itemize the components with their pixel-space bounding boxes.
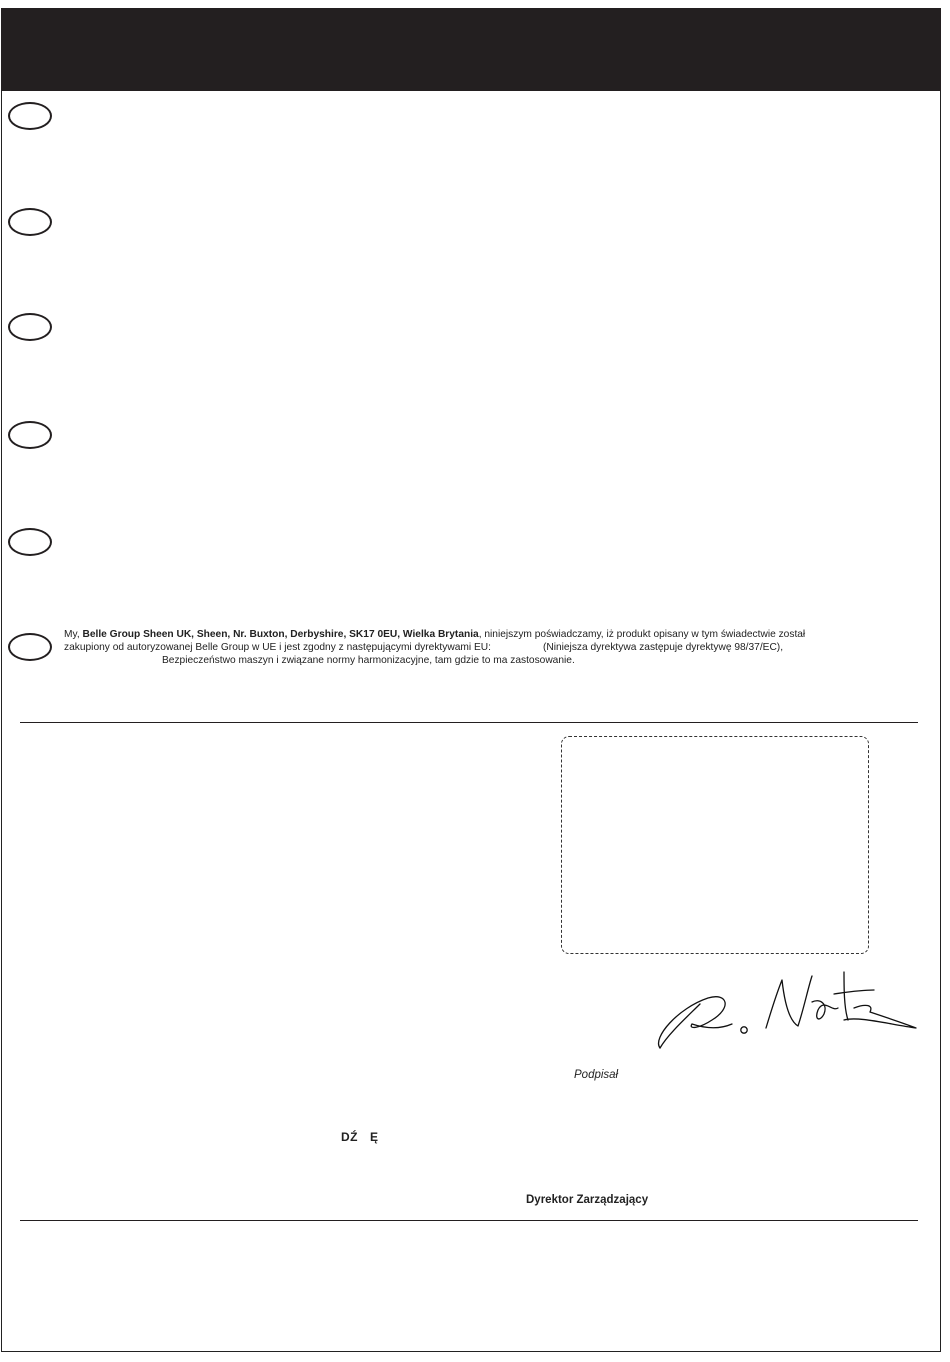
stamp-box <box>561 736 869 954</box>
artifact-chars-2: Ę <box>370 1130 379 1144</box>
encoding-artifact-text <box>341 1130 379 1144</box>
artifact-chars-1: DŹ <box>341 1130 358 1144</box>
divider-bottom <box>20 1220 918 1221</box>
signed-by-label: Podpisał <box>574 1069 619 1081</box>
declaration-line3: Bezpieczeństwo maszyn i związane normy harmonizacyjne, tam gdzie to ma zastosowanie. <box>162 655 575 666</box>
declaration-we: My, <box>64 629 80 640</box>
declaration-line1-rest: , niniejszym poświadczamy, iż produkt opisany w tym świadectwie został <box>478 629 806 640</box>
language-badge-3 <box>8 313 52 341</box>
language-badge-4 <box>8 421 52 449</box>
declaration-company: Belle Group Sheen UK, Sheen, Nr. Buxton, Derbyshire, SK17 0EU, Wielka Brytania <box>82 629 479 640</box>
language-badge-1 <box>8 102 52 130</box>
language-badge-6 <box>8 633 52 661</box>
declaration-line2-a: zakupiony od autoryzowanej Belle Group w UE i jest zgodny z następującymi dyrektywami EU: <box>64 642 491 653</box>
signature-image <box>648 968 920 1054</box>
language-badge-2 <box>8 208 52 236</box>
declaration-text <box>64 628 924 667</box>
divider-top <box>20 722 918 723</box>
language-badge-5 <box>8 528 52 556</box>
director-title: Dyrektor Zarządzający <box>526 1194 649 1206</box>
page-frame <box>1 8 941 1352</box>
declaration-line2-b: (Niniejsza dyrektywa zastępuje dyrektywę 98/37/EC), <box>542 642 784 653</box>
header-bar <box>1 8 941 91</box>
